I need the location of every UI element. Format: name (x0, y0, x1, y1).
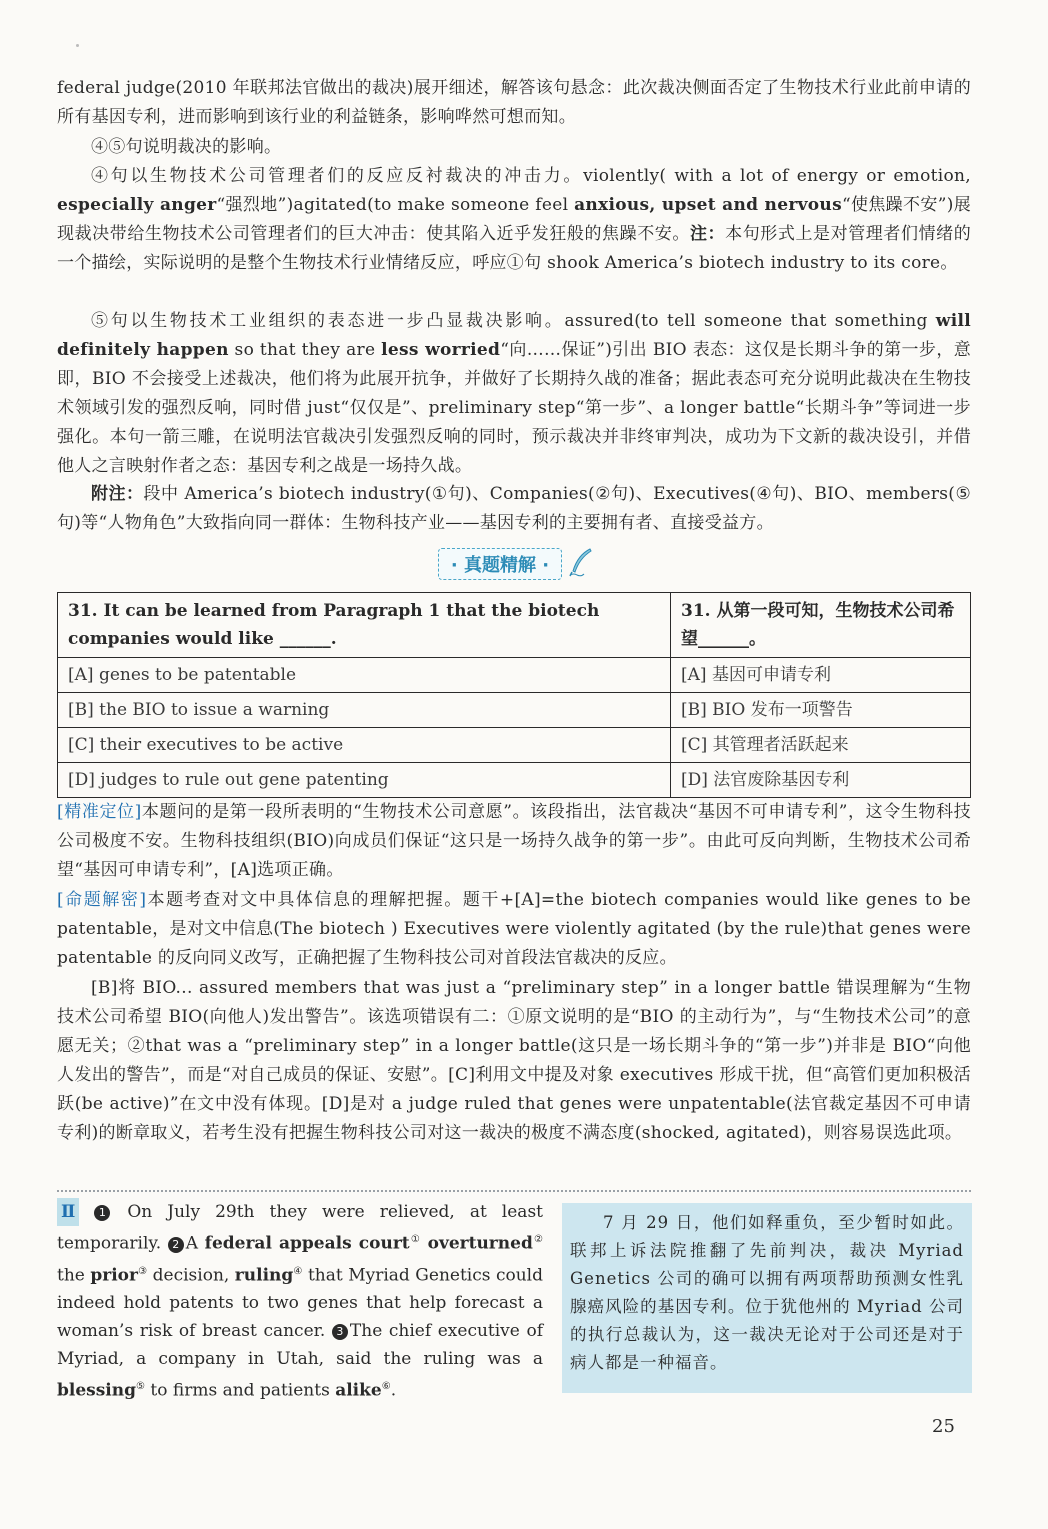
quill-pen-icon (568, 547, 594, 581)
analysis-text: ④句以生物技术公司管理者们的反应反衬裁决的冲击力。violently( with a lot of energy or emotion, (91, 166, 971, 186)
passage-text (421, 1234, 428, 1254)
explanation-distractors (57, 974, 971, 1148)
analysis-text: so that they are (228, 340, 382, 360)
page-number: 25 (932, 1416, 955, 1437)
passage-text: decision, (147, 1265, 235, 1286)
sentence-number-badge: 2 (168, 1237, 184, 1253)
translation-box: 7 月 29 日，他们如释重负，至少暂时如此。联邦上诉法院推翻了先前判决，裁决 Myriad Genetics 公司的确可以拥有两项帮助预测女性乳腺癌风险的基因专利。位于犹他州的 Myriad 公司的执行总裁认为，这一裁决无论对于公司还是对于病人都是一种福音。 (562, 1203, 972, 1393)
vocab-word: ruling (234, 1265, 294, 1286)
vocab-word: overturned (427, 1233, 533, 1254)
sentence-number-badge: 3 (332, 1324, 348, 1340)
keyword-bold: will definitely happen (57, 311, 971, 360)
explanation-text: 本题问的是第一段所表明的“生物技术公司意愿”。该段指出，法官裁决“基因不可申请专利”，这令生物科技公司极度不安。生物科技组织(BIO)向成员们保证“这只是一场持久战争的第一步”。由此可反向判断，生物技术公司希望“基因可申请专利”，[A]选项正确。 (57, 802, 971, 880)
locate-tag: [精准定位] (57, 802, 142, 822)
option-b-en: [B] the BIO to issue a warning (58, 693, 671, 728)
vocab-word: federal appeals court (204, 1233, 410, 1254)
passage-text: the (57, 1265, 91, 1286)
passage-text: . (390, 1380, 397, 1401)
question-stem-row (58, 593, 971, 658)
question-stem-en: 31. It can be learned from Paragraph 1 that the biotech companies would like ______. (58, 593, 671, 658)
explanation-text: [B]将 BIO... assured members that was just a “preliminary step” in a longer battle 错误理解为“生物技术公司希望 BIO(向他人)发出警告”。该选项错误有二：①原文说明的是“BIO 的主动行为”，与“生物技术公司”的意愿无关；②that was a “preliminary step” in a longer battle(这只是一场长期斗争的“第一步”)并非是 BIO“向他人发出的警告”，而是“对自己成员的保证、安慰”。[C]利用文中提及对象 executives 形成干扰，但“高管们更加积极活跃(be active)”在文中没有体现。[D]是对 a judge ruled that genes were unpatentable(法官裁定基因不可申请专利)的断章取义，若考生没有把握生物科技公司对这一裁决的极度不满态度(shocked, agitated)，则容易误选此项。 (57, 978, 972, 1143)
option-b-zh: [B] BIO 发布一项警告 (671, 693, 971, 728)
keyword-bold: anxious, upset and nervous (574, 195, 842, 215)
passage-text: The chief executive of Myriad, a company in Utah, said the ruling was a (57, 1321, 543, 1370)
keyword-bold: less worried (381, 340, 501, 360)
analysis-sentence-4 (57, 162, 971, 278)
option-d-en: [D] judges to rule out gene patenting (58, 763, 671, 798)
note-label: 注： (689, 224, 726, 244)
option-row (58, 728, 971, 763)
analysis-appendix (57, 480, 971, 538)
analysis-text: “强烈地”)agitated(to make someone feel (216, 195, 575, 215)
appendix-label: 附注： (91, 484, 144, 504)
passage-text: A (185, 1233, 205, 1254)
passage-paragraph-2: Ⅱ 1 On July 29th they were relieved, at least temporarily. 2 A federal appeals court① overturned② the prior③ decision, ruling④ that Myriad Genetics could indeed hold patents to two genes that help forecast a woman’s risk of breast cancer. 3 The chief executive of Myriad, a company in Utah, said the ruling was a blessing⑤ to firms and patients alike⑥. (57, 1198, 543, 1405)
passage-text: to firms and patients (144, 1380, 336, 1401)
question-table (57, 592, 971, 798)
option-d-zh: [D] 法官废除基因专利 (671, 763, 971, 798)
section-title: · 真题精解 · (438, 548, 562, 580)
option-row (58, 658, 971, 693)
analysis-text: ⑤句以生物技术工业组织的表态进一步凸显裁决影响。assured(to tell someone that something (91, 311, 936, 331)
passage-text: On July 29th they were relieved, at least temporarily. (57, 1202, 543, 1254)
section-banner (426, 548, 606, 580)
analysis-text: 本句形式上是对管理者们情绪的一个描绘，实际说明的是整个生物技术行业情绪反应，呼应①句 shook America’s biotech industry to its core。 (57, 224, 971, 273)
keyword-bold: especially anger (57, 195, 217, 215)
analysis-summary (57, 133, 971, 162)
decode-tag: [命题解密] (57, 890, 147, 910)
analysis-text: 段中 America’s biotech industry(①句)、Companies(②句)、Executives(④句)、BIO、members(⑤句)等“人物角色”大致指向同一群体：生物科技产业——基因专利的主要拥有者、直接受益方。 (57, 484, 971, 533)
explanation-text: 本题考查对文中具体信息的理解把握。题干+[A]=the biotech companies would like genes to be patentable，是对文中信息(The biotech ) Executives were violently agitated (by the rule)that genes were patentable 的反向同义改写，正确把握了生物科技公司对首段法官裁决的反应。 (57, 890, 971, 968)
vocab-word: alike (335, 1380, 382, 1401)
option-c-zh: [C] 其管理者活跃起来 (671, 728, 971, 763)
analysis-text: federal judge(2010 年联邦法官做出的裁决)展开细述，解答该句悬念：此次裁决侧面否定了生物技术行业此前申请的所有基因专利，进而影响到该行业的利益链条，影响哗然可想而知。 (57, 78, 971, 127)
sentence-number-badge: 1 (94, 1205, 110, 1221)
section-divider (57, 1190, 971, 1192)
analysis-text: “向……保证”)引出 BIO 表态：这仅是长期斗争的第一步，意即，BIO 不会接受上述裁决，他们将为此展开抗争，并做好了长期持久战的准备；据此表态可充分说明此裁决在生物技术领域引发的强烈反响，同时借 just“仅仅是”、preliminary step“第一步”、a longer battle“长期斗争”等词进一步强化。本句一箭三雕，在说明法官裁决引发强烈反响的同时，预示裁决并非终审判决，成功为下文新的裁决设引，并借他人之言映射作者之态：基因专利之战是一场持久战。 (57, 340, 972, 476)
analysis-text: ④⑤句说明裁决的影响。 (91, 137, 282, 157)
option-row (58, 693, 971, 728)
option-a-zh: [A] 基因可申请专利 (671, 658, 971, 693)
option-row (58, 763, 971, 798)
analysis-continued-paragraph (57, 74, 971, 132)
option-c-en: [C] their executives to be active (58, 728, 671, 763)
question-stem-zh: 31. 从第一段可知，生物技术公司希望______。 (671, 593, 971, 658)
explanation-decode (57, 886, 971, 973)
vocab-word: prior (90, 1265, 138, 1286)
analysis-text: “使焦躁不安”)展现裁决带给生物技术公司管理者们的巨大冲击：使其陷入近乎发狂般的焦躁不安。 (57, 195, 971, 244)
explanation-locate (57, 798, 971, 885)
vocab-word: blessing (57, 1380, 137, 1401)
option-a-en: [A] genes to be patentable (58, 658, 671, 693)
analysis-sentence-5 (57, 307, 971, 481)
scan-speck (76, 44, 79, 47)
paragraph-marker: Ⅱ (57, 1198, 79, 1226)
passage-text: that Myriad Genetics could indeed hold patents to two genes that help forecast a woman’s risk of breast cancer. (57, 1265, 543, 1342)
